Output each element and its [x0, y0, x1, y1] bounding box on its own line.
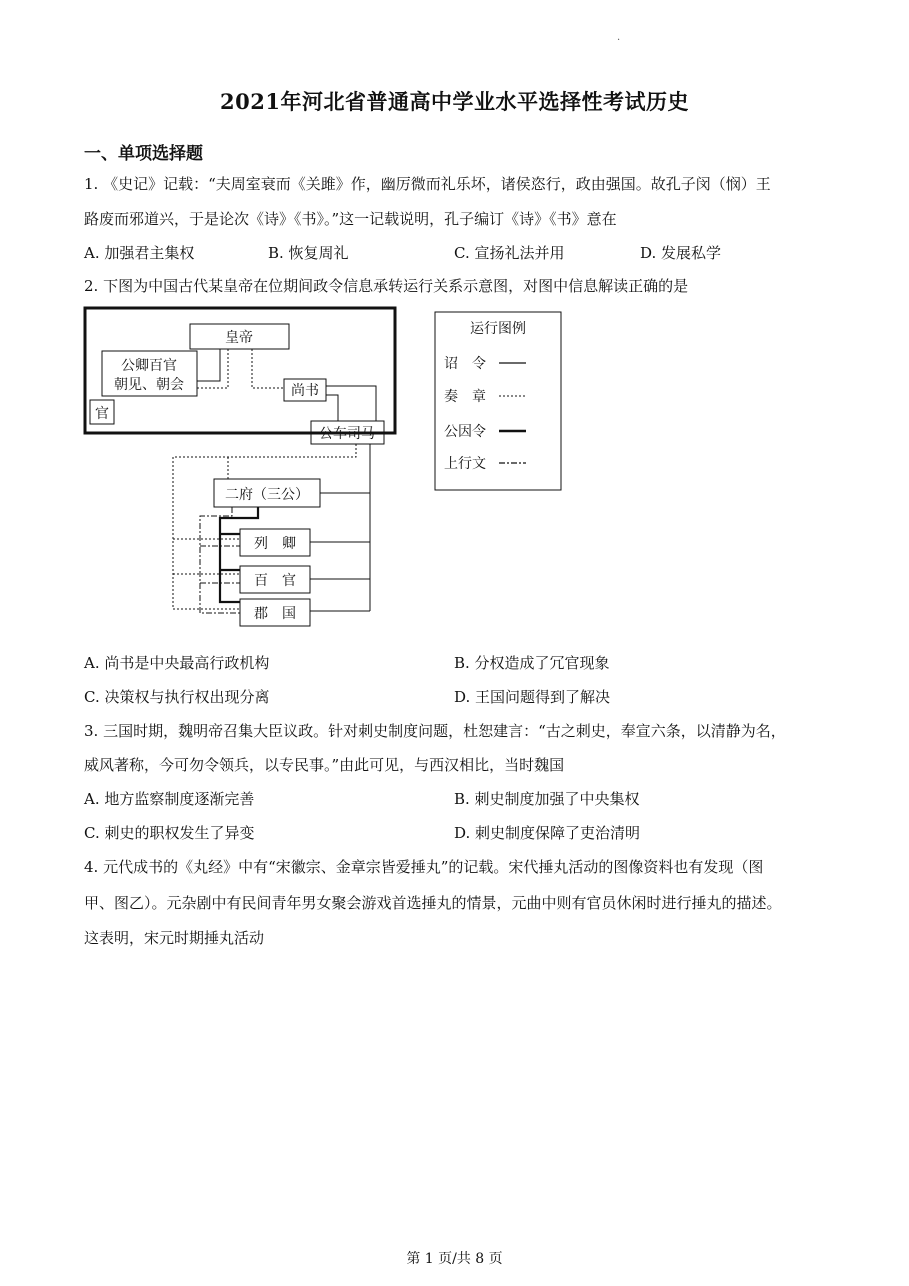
q1-option-d: D. 发展私学	[640, 244, 722, 262]
q3-option-b: B. 刺史制度加强了中央集权	[454, 790, 640, 808]
edict-line-emperor-ministers	[197, 349, 220, 381]
edict-line-shangshu-gongche-2	[326, 395, 338, 421]
edict-line-shangshu-gongche	[326, 386, 376, 421]
page-footer: 第 1 页/共 8 页	[406, 1251, 503, 1267]
guan-label: 官	[95, 406, 109, 422]
ministers-label-1: 公卿百官	[121, 358, 177, 374]
public-order-erfu	[220, 507, 258, 602]
lieqing-label: 列 卿	[254, 536, 296, 552]
q1-option-c: C. 宣扬礼法并用	[454, 244, 565, 262]
shangshu-label: 尚书	[291, 383, 319, 399]
q2-option-b: B. 分权造成了冗官现象	[454, 654, 610, 672]
q1-option-a: A. 加强君主集权	[84, 244, 195, 262]
memorial-line-ministers-emperor	[197, 349, 228, 388]
q3-option-d: D. 刺史制度保障了吏治清明	[454, 824, 641, 842]
q3-option-a: A. 地方监察制度逐渐完善	[84, 790, 255, 808]
section-heading: 一、单项选择题	[84, 144, 203, 164]
baiguan-label: 百 官	[254, 573, 296, 589]
junguo-label: 郡 国	[254, 606, 296, 622]
q2-option-a: A. 尚书是中央最高行政机构	[84, 654, 270, 672]
q4-line-1: 4. 元代成书的《丸经》中有“宋徽宗、金章宗皆爱捶丸”的记载。宋代捶丸活动的图像资料也有发现（图	[84, 858, 764, 876]
page-title: 2021年河北省普通高中学业水平选择性考试历史	[220, 89, 689, 114]
legend-title: 运行图例	[470, 321, 526, 337]
q3-line-2: 威风著称，今可勿令领兵，以专民事。”由此可见，与西汉相比，当时魏国	[84, 756, 565, 774]
government-flow-diagram	[80, 302, 570, 634]
q4-line-3: 这表明，宋元时期捶丸活动	[84, 929, 265, 947]
legend-item-edict: 诏 令	[444, 356, 486, 372]
q1-line-2: 路废而邪道兴，于是论次《诗》《书》。”这一记载说明，孔子编订《诗》《书》意在	[84, 210, 617, 228]
q3-line-1: 3. 三国时期，魏明帝召集大臣议政。针对刺史制度问题，杜恕建言：“古之刺史，奉宣六条，以清静为名，	[84, 722, 786, 740]
erfu-label: 二府（三公）	[225, 487, 309, 503]
emperor-label: 皇帝	[225, 330, 253, 346]
ministers-label-2: 朝见、朝会	[114, 377, 184, 393]
memorial-line-emperor-shangshu	[252, 349, 284, 388]
q4-line-2: 甲、图乙）。元杂剧中有民间青年男女聚会游戏首选捶丸的情景，元曲中则有官员休闲时进行捶丸的描述。	[84, 894, 782, 912]
legend-item-upward-doc: 上行文	[444, 456, 486, 472]
corner-mark: .	[617, 32, 621, 43]
q2-line-1: 2. 下图为中国古代某皇帝在位期间政令信息承转运行关系示意图，对图中信息解读正确的是	[84, 277, 689, 295]
q3-option-c: C. 刺史的职权发生了异变	[84, 824, 255, 842]
legend-item-public-order: 公因令	[444, 424, 486, 440]
gongche-label: 公车司马	[319, 426, 375, 442]
legend-item-memorial: 奏 章	[444, 389, 486, 405]
q2-option-d: D. 王国问题得到了解决	[454, 688, 611, 706]
q1-line-1: 1. 《史记》记载：“夫周室衰而《关雎》作，幽厉微而礼乐坏，诸侯恣行，政由强国。故孔子闵（悯）王	[84, 175, 771, 193]
q1-option-b: B. 恢复周礼	[268, 244, 349, 262]
q2-option-c: C. 决策权与执行权出现分离	[84, 688, 270, 706]
